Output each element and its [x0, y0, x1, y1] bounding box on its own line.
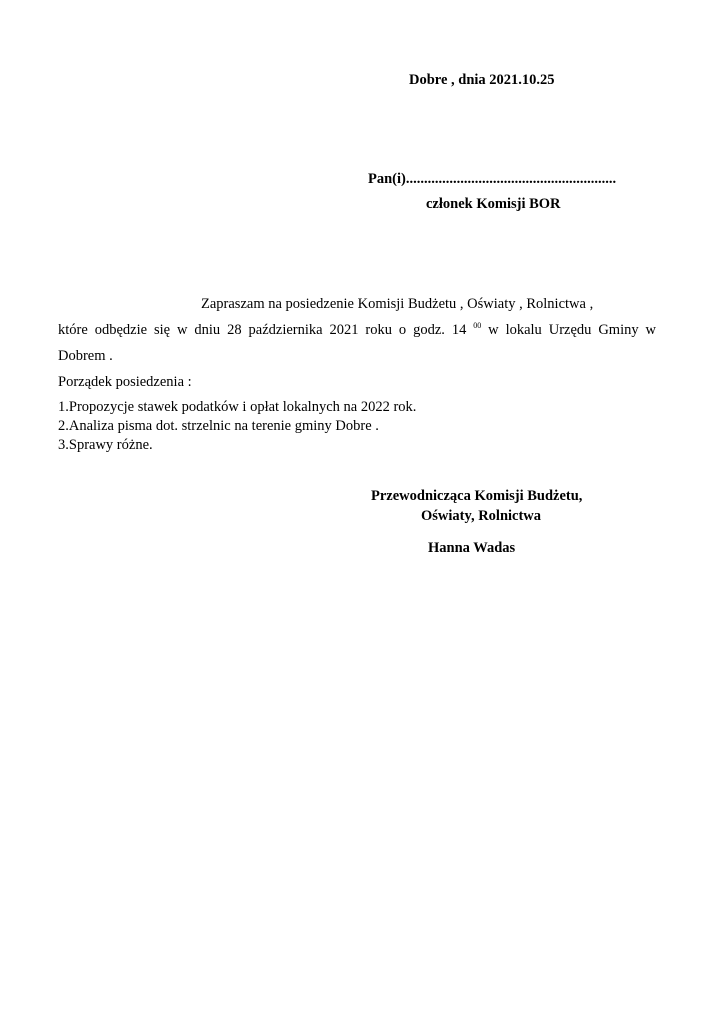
agenda-title: Porządek posiedzenia : — [58, 374, 192, 390]
meeting-details-line-2: Dobrem . — [58, 348, 113, 364]
meeting-details-line — [58, 321, 656, 339]
invitation-text: Zapraszam na posiedzenie Komisji Budżetu , Oświaty , Rolnictwa , — [201, 296, 594, 312]
meeting-details-main: które odbędzie się w dniu 28 października 2021 roku o godz. 14 — [58, 322, 467, 338]
date-line: Dobre , dnia 2021.10.25 — [409, 72, 555, 88]
signatory-name: Hanna Wadas — [428, 540, 516, 556]
recipient-role: członek Komisji BOR — [426, 196, 561, 212]
signatory-title-line-2: Oświaty, Rolnictwa — [421, 508, 542, 524]
agenda-item: 2.Analiza pisma dot. strzelnic na terenie gminy Dobre . — [58, 418, 379, 434]
agenda-item: 1.Propozycje stawek podatków i opłat lokalnych na 2022 rok. — [58, 399, 417, 415]
signatory-title-line-1: Przewodnicząca Komisji Budżetu, — [371, 488, 583, 504]
agenda-list — [58, 398, 416, 455]
agenda-item: 3.Sprawy różne. — [58, 437, 153, 453]
meeting-time-minutes: 00 — [473, 321, 482, 330]
meeting-location: w lokalu Urzędu Gminy w — [488, 322, 656, 338]
addressee-line: Pan(i).......................................................... — [368, 171, 617, 187]
